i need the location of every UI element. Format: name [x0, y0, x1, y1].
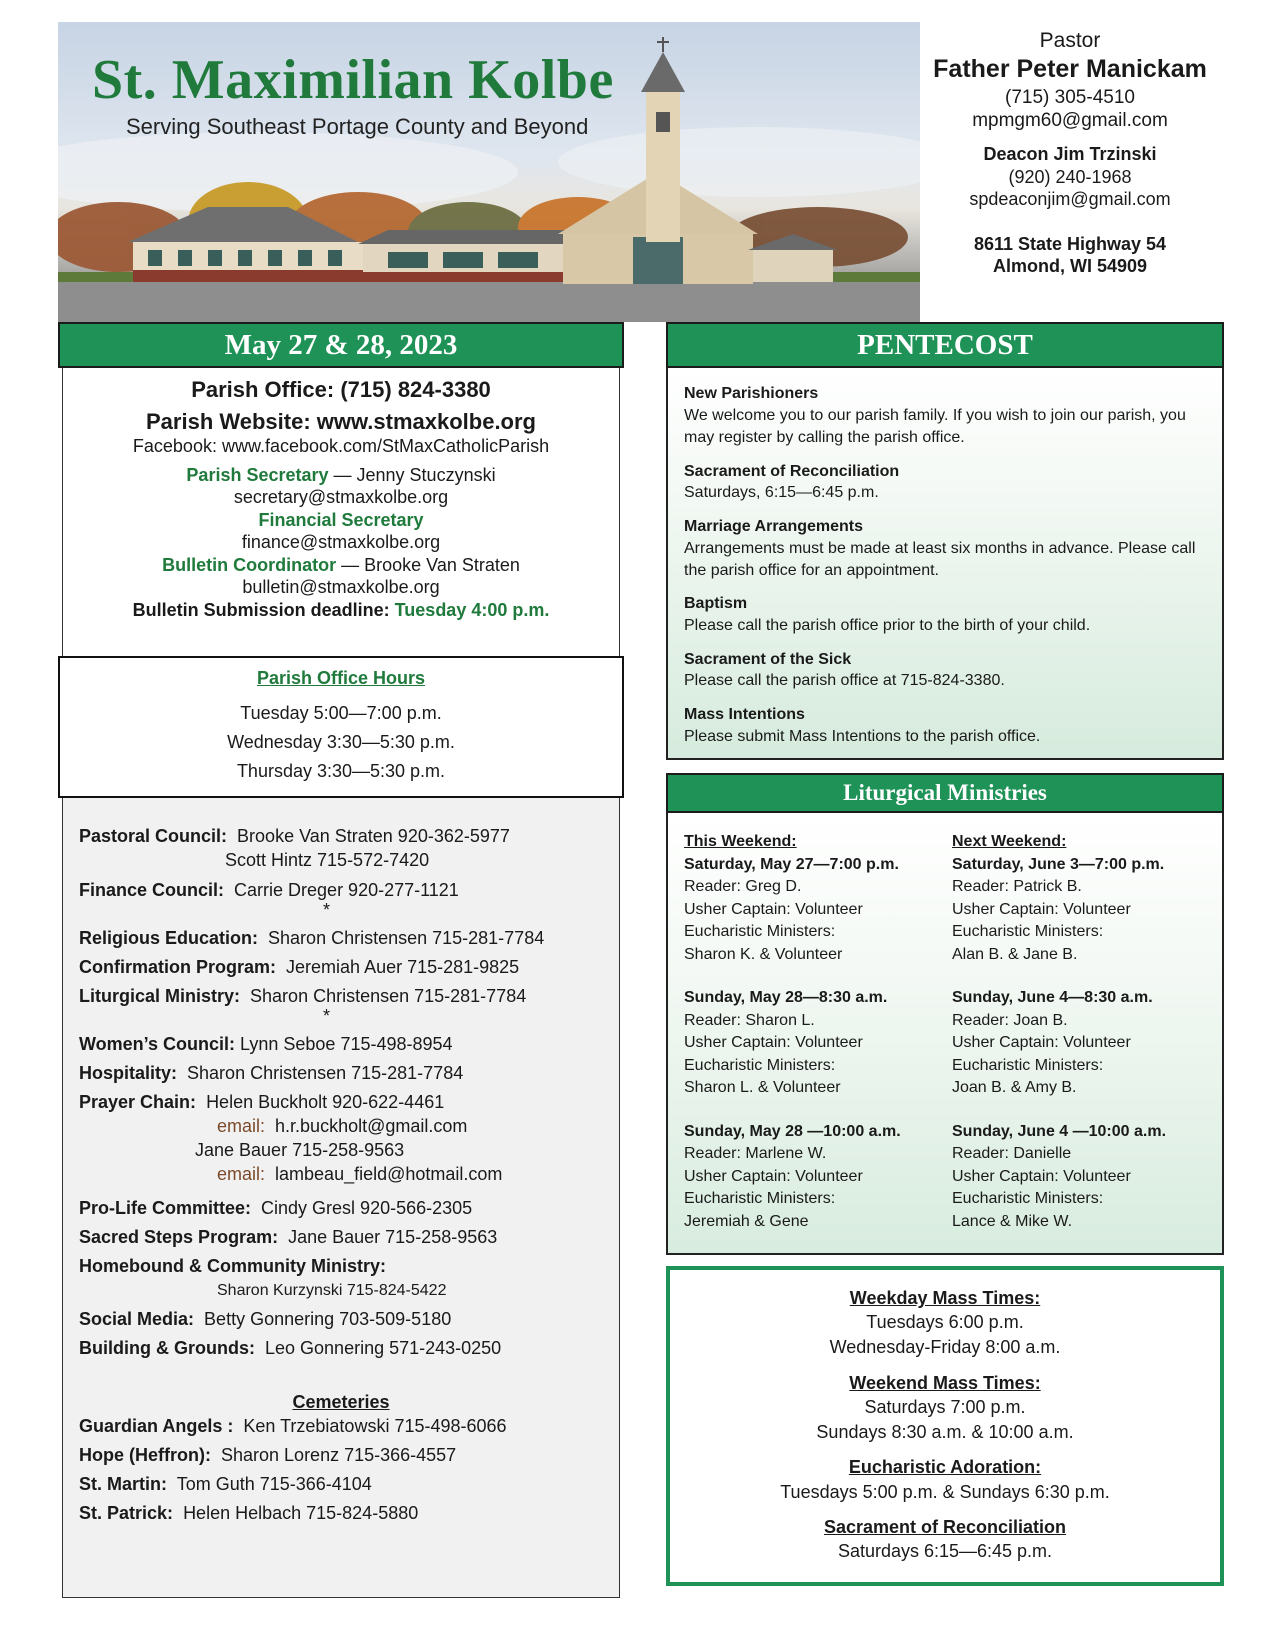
weekend-time: Saturdays 7:00 p.m.: [864, 1396, 1026, 1417]
sacrament-heading: Marriage Arrangements: [684, 517, 864, 535]
hospitality-value: Sharon Christensen 715-281-7784: [187, 1063, 464, 1083]
office-hours-line: Wednesday 3:30—5:30 p.m.: [227, 732, 455, 752]
liturgical-row: [79, 986, 526, 1007]
church-banner: [58, 22, 920, 322]
sacrament-heading: Mass Intentions: [684, 705, 805, 723]
cemeteries-title: Cemeteries: [292, 1392, 390, 1412]
hope-value: Sharon Lorenz 715-366-4557: [221, 1445, 457, 1465]
reconciliation-heading: Sacrament of Reconciliation: [823, 1516, 1067, 1537]
sacrament-heading: Sacrament of Reconciliation: [684, 462, 900, 480]
em-names: Joan B. & Amy B.: [952, 1079, 1077, 1096]
prayer-chain-row: [79, 1092, 444, 1113]
weekend-time: Sundays 8:30 a.m. & 10:00 a.m.: [816, 1422, 1074, 1443]
sacrament-item: [684, 462, 1206, 505]
em-label: Eucharistic Ministers:: [684, 923, 836, 940]
deadline-label: Bulletin Submission deadline:: [132, 599, 395, 620]
prayer-email-row-2: [217, 1164, 502, 1185]
email-label: email:: [217, 1164, 266, 1184]
prolife-row: [79, 1198, 472, 1219]
finance-council-label: Finance Council:: [79, 880, 225, 900]
sacred-value: Jane Bauer 715-258-9563: [288, 1227, 498, 1247]
sacred-label: Sacred Steps Program:: [79, 1227, 279, 1247]
homebound-label: [79, 1256, 386, 1277]
next-weekend-column: [952, 831, 1212, 1233]
finance-label: Financial Secretary: [258, 509, 424, 530]
date-banner: May 27 & 28, 2023: [58, 322, 624, 368]
prayer-label: Prayer Chain:: [79, 1092, 197, 1112]
sacrament-text: Saturdays, 6:15—6:45 p.m.: [684, 484, 879, 502]
pastoral-contact-1: Brooke Van Straten 920-362-5977: [237, 826, 510, 846]
mass-time: Sunday, June 4—8:30 a.m.: [952, 989, 1153, 1006]
weekday-heading: Weekday Mass Times:: [849, 1288, 1041, 1308]
confirmation-label: Confirmation Program:: [79, 957, 277, 977]
prayer-contact-1: Helen Buckholt 920-622-4461: [206, 1092, 445, 1112]
womens-value: Lynn Seboe 715-498-8954: [240, 1034, 453, 1054]
adoration-heading: Eucharistic Adoration:: [848, 1457, 1042, 1478]
pastor-role: Pastor: [1039, 29, 1101, 52]
reader: Reader: Marlene W.: [684, 1145, 827, 1162]
reader: Reader: Greg D.: [684, 878, 802, 895]
pastor-phone: (715) 305-4510: [1005, 86, 1135, 108]
usher: Usher Captain: Volunteer: [684, 1167, 863, 1185]
deadline-value: Tuesday 4:00 p.m.: [394, 599, 550, 620]
address-line1: 8611 State Highway 54: [973, 233, 1167, 254]
liturgical-value: Sharon Christensen 715-281-7784: [250, 986, 527, 1006]
homebound-label-text: Homebound & Community Ministry:: [79, 1256, 386, 1276]
religious-ed-row: [79, 928, 544, 949]
weekday-time: Tuesdays 6:00 p.m.: [866, 1312, 1024, 1333]
this-weekend-column: [684, 831, 944, 1233]
martin-label: St. Martin:: [79, 1474, 167, 1494]
bulletin-email[interactable]: bulletin@stmaxkolbe.org: [242, 577, 440, 597]
building-label: Building & Grounds:: [79, 1338, 255, 1358]
em-names: Jeremiah & Gene: [684, 1212, 809, 1230]
pastoral-contact-2: Scott Hintz 715-572-7420: [225, 850, 430, 870]
facebook-link[interactable]: Facebook: www.facebook.com/StMaxCatholicParish: [132, 436, 550, 456]
sacrament-text: Arrangements must be made at least six months in advance. Please call the parish office for an appointment.: [684, 539, 1196, 579]
confirmation-value: Jeremiah Auer 715-281-9825: [286, 957, 520, 977]
deacon-name: Deacon Jim Trzinski: [983, 144, 1157, 164]
sacrament-item: [684, 650, 1206, 693]
finance-email[interactable]: finance@stmaxkolbe.org: [241, 532, 441, 552]
patrick-value: Helen Helbach 715-824-5880: [183, 1503, 419, 1523]
building-row: [79, 1338, 501, 1359]
prayer-contact-2: Jane Bauer 715-258-9563: [195, 1140, 405, 1160]
sacrament-info-box: [666, 368, 1224, 760]
pastor-name: Father Peter Manickam: [933, 55, 1207, 84]
hope-row: [79, 1445, 456, 1466]
usher: Usher Captain: Volunteer: [952, 1167, 1131, 1185]
liturgical-ministries-title: Liturgical Ministries: [666, 773, 1224, 813]
guardian-value: Ken Trzebiatowski 715-498-6066: [243, 1416, 507, 1436]
sacrament-item: [684, 384, 1206, 450]
liturgical-ministries-box: [666, 813, 1224, 1255]
religious-label: Religious Education:: [79, 928, 259, 948]
martin-value: Tom Guth 715-366-4104: [176, 1474, 372, 1494]
womens-label: Women’s Council:: [79, 1034, 236, 1054]
secretary-email[interactable]: secretary@stmaxkolbe.org: [233, 487, 449, 507]
building-value: Leo Gonnering 571-243-0250: [265, 1338, 502, 1358]
sacrament-text: Please call the parish office prior to the birth of your child.: [684, 617, 1091, 635]
usher: Usher Captain: Volunteer: [952, 900, 1131, 918]
martin-row: [79, 1474, 372, 1495]
mass-times-box: [666, 1266, 1224, 1586]
sacrament-heading: New Parishioners: [684, 385, 819, 402]
hospitality-label: Hospitality:: [79, 1063, 178, 1083]
sacrament-heading: Sacrament of the Sick: [684, 650, 852, 668]
sacrament-item: [684, 594, 1206, 637]
address-line2: Almond, WI 54909: [992, 256, 1148, 276]
separator-star: *: [323, 900, 331, 920]
prayer-email-row-1: [217, 1116, 467, 1137]
office-hours-box: [58, 656, 624, 798]
church-title: St. Maximilian Kolbe: [92, 49, 614, 111]
pastor-email[interactable]: mpmgm60@gmail.com: [972, 110, 1168, 132]
mass-time: Saturday, June 3—7:00 p.m.: [952, 855, 1165, 873]
em-label: Eucharistic Ministers:: [952, 923, 1104, 940]
clergy-contact: [920, 28, 1220, 278]
social-media-row: [79, 1309, 451, 1330]
next-weekend-heading: Next Weekend:: [952, 833, 1067, 850]
mass-time: Sunday, June 4 —10:00 a.m.: [952, 1122, 1167, 1140]
deadline-line: [63, 599, 619, 622]
em-names: Sharon L. & Volunteer: [684, 1079, 841, 1096]
prayer-email-1[interactable]: h.r.buckholt@gmail.com: [275, 1116, 468, 1136]
sacrament-item: [684, 517, 1206, 583]
em-names: Alan B. & Jane B.: [952, 945, 1078, 963]
reader: Reader: Joan B.: [952, 1011, 1068, 1029]
prayer-email-2[interactable]: lambeau_field@hotmail.com: [275, 1164, 503, 1184]
usher: Usher Captain: Volunteer: [952, 1034, 1131, 1051]
deacon-email[interactable]: spdeaconjim@gmail.com: [969, 189, 1171, 209]
secretary-label: Parish Secretary: [186, 464, 329, 485]
separator-star: *: [323, 1006, 331, 1026]
em-names: Sharon K. & Volunteer: [684, 945, 843, 963]
ministry-contacts-box: [62, 798, 620, 1598]
em-label: Eucharistic Ministers:: [684, 1056, 836, 1074]
pastoral-council-row: [79, 826, 510, 847]
em-label: Eucharistic Ministers:: [952, 1056, 1104, 1074]
weekend-heading: Weekend Mass Times:: [849, 1372, 1041, 1393]
bulletin-line: [63, 554, 619, 577]
social-value: Betty Gonnering 703-509-5180: [204, 1309, 452, 1329]
mass-time: Sunday, May 28—8:30 a.m.: [684, 989, 888, 1006]
pastoral-label: Pastoral Council:: [79, 826, 228, 846]
usher: Usher Captain: Volunteer: [684, 1034, 863, 1051]
guardian-row: [79, 1416, 507, 1437]
reader: Reader: Sharon L.: [684, 1011, 815, 1029]
guardian-label: Guardian Angels :: [79, 1416, 234, 1436]
parish-website[interactable]: Parish Website: www.stmaxkolbe.org: [146, 408, 536, 434]
prolife-label: Pro-Life Committee:: [79, 1198, 252, 1218]
sacrament-text: We welcome you to our parish family. If you wish to join our parish, you may register by calling the parish office.: [684, 406, 1186, 447]
reader: Reader: Danielle: [952, 1145, 1072, 1162]
bulletin-label: Bulletin Coordinator: [162, 554, 337, 575]
hope-label: Hope (Heffron):: [79, 1445, 211, 1465]
deacon-phone: (920) 240-1968: [1008, 166, 1132, 187]
office-phone: Parish Office: (715) 824-3380: [191, 377, 491, 402]
sacred-steps-row: [79, 1227, 497, 1248]
office-hours-line: Tuesday 5:00—7:00 p.m.: [240, 703, 442, 723]
prolife-value: Cindy Gresl 920-566-2305: [261, 1198, 473, 1218]
patrick-label: St. Patrick:: [79, 1503, 174, 1523]
reader: Reader: Patrick B.: [952, 878, 1082, 895]
sacrament-item: [684, 705, 1206, 748]
this-weekend-heading: This Weekend:: [684, 833, 797, 850]
email-label: email:: [217, 1116, 266, 1136]
patrick-row: [79, 1503, 418, 1524]
em-label: Eucharistic Ministers:: [684, 1190, 836, 1207]
reconciliation-time: Saturdays 6:15—6:45 p.m.: [837, 1541, 1053, 1562]
mass-time: Saturday, May 27—7:00 p.m.: [684, 855, 899, 873]
homebound-value: Sharon Kurzynski 715-824-5422: [217, 1282, 447, 1299]
finance-council-value: Carrie Dreger 920-277-1121: [234, 880, 459, 900]
office-hours-line: Thursday 3:30—5:30 p.m.: [236, 761, 446, 781]
weekday-time: Wednesday-Friday 8:00 a.m.: [829, 1337, 1061, 1358]
secretary-line: [63, 464, 619, 487]
em-names: Lance & Mike W.: [952, 1212, 1073, 1230]
liturgical-label: Liturgical Ministry:: [79, 986, 241, 1006]
secretary-name: — Jenny Stuczynski: [328, 464, 496, 485]
confirmation-row: [79, 957, 519, 978]
church-tagline: Serving Southeast Portage County and Beyond: [126, 114, 589, 139]
mass-time: Sunday, May 28 —10:00 a.m.: [684, 1122, 901, 1140]
office-hours-title: Parish Office Hours: [256, 668, 426, 688]
religious-value: Sharon Christensen 715-281-7784: [268, 928, 545, 948]
finance-council-row: [79, 880, 459, 901]
bulletin-name: — Brooke Van Straten: [336, 554, 520, 575]
sacrament-heading: Baptism: [684, 595, 748, 613]
womens-council-row: [79, 1034, 453, 1055]
sacrament-text: Please submit Mass Intentions to the parish office.: [684, 727, 1041, 745]
adoration-time: Tuesdays 5:00 p.m. & Sundays 6:30 p.m.: [780, 1481, 1110, 1502]
parish-contact-box: [62, 368, 620, 660]
feast-banner: PENTECOST: [666, 322, 1224, 368]
em-label: Eucharistic Ministers:: [952, 1190, 1104, 1207]
sacrament-text: Please call the parish office at 715-824-3380.: [684, 672, 1005, 690]
usher: Usher Captain: Volunteer: [684, 900, 863, 918]
hospitality-row: [79, 1063, 463, 1084]
social-label: Social Media:: [79, 1309, 195, 1329]
